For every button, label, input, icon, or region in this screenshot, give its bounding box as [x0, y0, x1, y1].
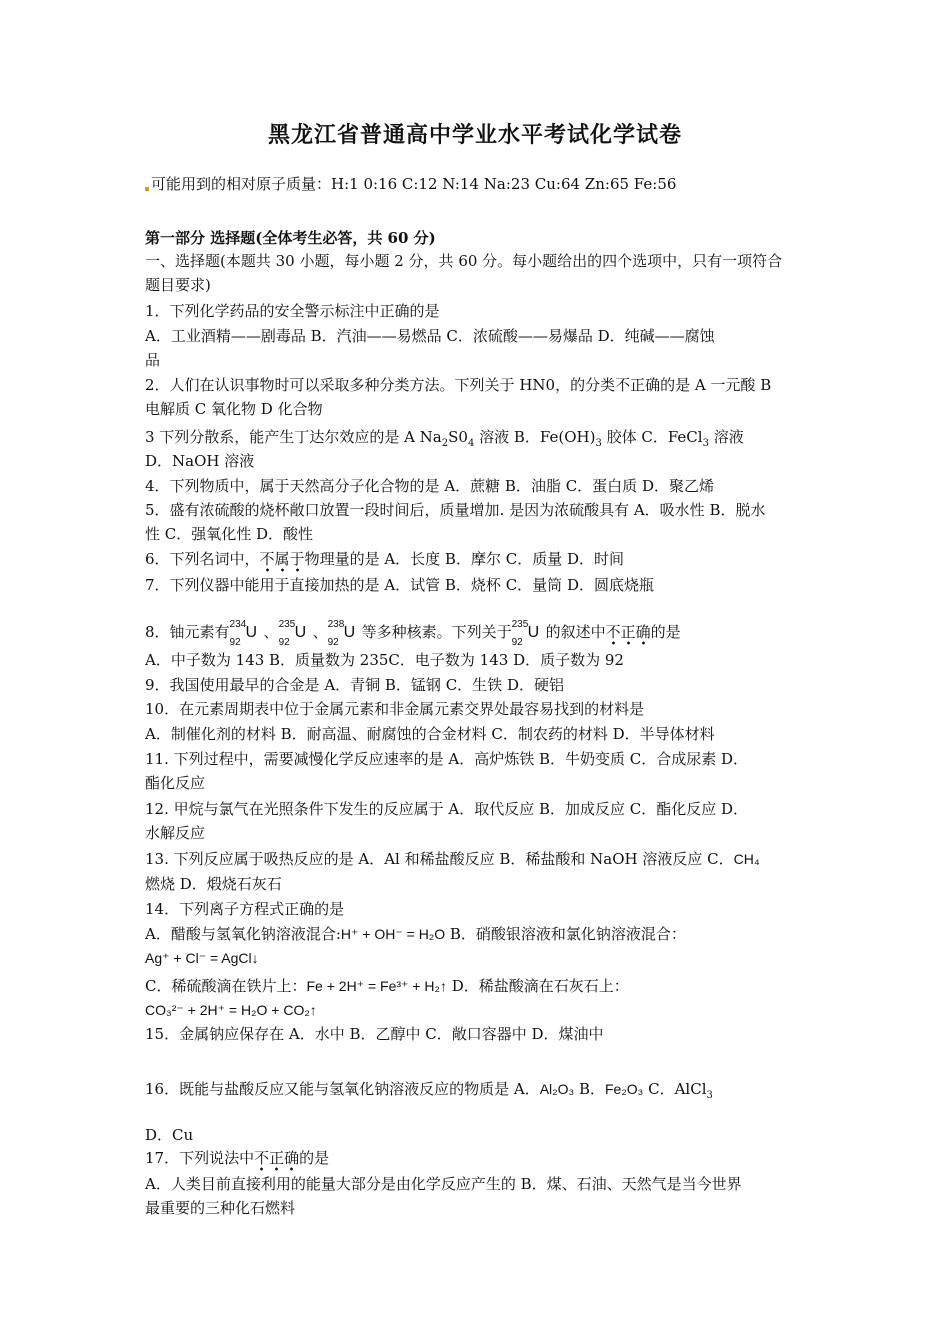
q1-stem: 1．下列化学药品的安全警示标注中正确的是: [145, 302, 440, 320]
q2-line2: 电解质 C 氧化物 D 化合物: [145, 400, 323, 418]
q12-line1: 12. 甲烷与氯气在光照条件下发生的反应属于 A．取代反应 B．加成反应 C．酯化反应 D．: [145, 800, 749, 818]
q8-options: A．中子数为 143 B．质量数为 235C．电子数为 143 D．质子数为 92: [145, 651, 624, 669]
q9: 9．我国使用最早的合金是 A．青铜 B．锰钢 C．生铁 D．硬铝: [145, 676, 564, 694]
q16-line1: 16．既能与盐酸反应又能与氢氧化钠溶液反应的物质是 A．Al₂O₃ B．Fe₂O₃ C．AlCl$_3$: [145, 1080, 713, 1101]
q14-line-ab: A．醋酸与氢氧化钠溶液混合:H⁺ + OH⁻ = H₂O B．硝酸银溶液和氯化钠溶液混合：: [145, 925, 686, 943]
q5-line1: 5．盛有浓硫酸的烧杯敞口放置一段时间后，质量增加. 是因为浓硫酸具有 A．吸水性 B．脱水: [145, 501, 766, 519]
q15: 15．金属钠应保存在 A．水中 B．乙醇中 C．敞口容器中 D．煤油中: [145, 1025, 604, 1043]
emphasis-dots: 不正确: [606, 623, 651, 645]
q8-stem: 8．铀元素有 234 92 U 、 235 92 U 、 238 92 U 等多种核素。下列关于 235 92 U 的叙述中不正确的是: [145, 619, 681, 648]
atomic-mass-line: 可能用到的相对原子质量：H:1 0:16 C:12 N:14 Na:23 Cu:64 Zn:65 Fe:56: [145, 172, 676, 196]
part1-heading: 第一部分 选择题(全体考生必答，共 60 分): [145, 229, 436, 247]
q16-line2: D．Cu: [145, 1126, 194, 1144]
q13-line2: 燃烧 D．煅烧石灰石: [145, 875, 282, 893]
q4: 4．下列物质中，属于天然高分子化合物的是 A．蔗糖 B．油脂 C．蛋白质 D．聚乙烯: [145, 477, 714, 495]
q10-options: A．制催化剂的材料 B．耐高温、耐腐蚀的合金材料 C．制农药的材料 D．半导体材料: [145, 725, 715, 743]
q17-line1: A．人类目前直接利用的能量大部分是由化学反应产生的 B．煤、石油、天然气是当今世界: [145, 1175, 742, 1193]
emphasis-dots: 不正确: [254, 1149, 299, 1171]
q1-options-cont: 品: [145, 351, 161, 369]
q11-line2: 酯化反应: [145, 774, 206, 792]
q11-line1: 11. 下列过程中，需要减慢化学反应速率的是 A．高炉炼铁 B．牛奶变质 C．合成尿素 D．: [145, 750, 749, 768]
q14-equation-d: CO₃²⁻ + 2H⁺ = H₂O + CO₂↑: [145, 1002, 317, 1018]
nuclide-u234: 234 92 U: [229, 619, 258, 648]
equation-a: H⁺ + OH⁻ = H₂O: [340, 926, 446, 942]
q3-line2: D．NaOH 溶液: [145, 452, 255, 470]
q13-line1: 13. 下列反应属于吸热反应的是 A．Al 和稀盐酸反应 B．稀盐酸和 NaOH 溶液反应 C．CH₄: [145, 850, 760, 868]
q10-stem: 10．在元素周期表中位于金属元素和非金属元素交界处最容易找到的材料是: [145, 700, 645, 718]
q12-line2: 水解反应: [145, 824, 206, 842]
equation-c: Fe + 2H⁺ = Fe³⁺ + H₂↑: [306, 978, 447, 994]
section1-intro-cont: 题目要求): [145, 276, 211, 294]
nuclide-u238: 238 92 U: [327, 619, 356, 648]
q3-line1: 3 下列分散系，能产生丁达尔效应的是 A $Na_2S0_4$ 溶液 B．$Fe(OH)_3$ 胶体 C．FeCl$_3$ 溶液: [145, 428, 744, 449]
q5-line2: 性 C．强氧化性 D．酸性: [145, 525, 314, 543]
q7: 7．下列仪器中能用于直接加热的是 A．试管 B．烧杯 C．量筒 D．圆底烧瓶: [145, 576, 654, 594]
q14-equation-b: Ag⁺ + Cl⁻ = AgCl↓: [145, 950, 259, 966]
nuclide-u235: 235 92 U: [278, 619, 307, 648]
emphasis-dots: 不属于: [260, 550, 305, 572]
iron-oxide-formula: Fe₂O₃: [604, 1081, 644, 1097]
q17-stem: 17．下列说法中不正确的是: [145, 1146, 329, 1170]
q14-line-cd: C．稀硫酸滴在铁片上：Fe + 2H⁺ = Fe³⁺ + H₂↑ D．稀盐酸滴在石灰石上：: [145, 977, 629, 995]
bullet-mark-icon: [145, 187, 149, 191]
q2-line1: 2．人们在认识事物时可以采取多种分类方法。下列关于 HN0，的分类不正确的是 A 一元酸 B: [145, 376, 772, 394]
q17-line2: 最重要的三种化石燃料: [145, 1199, 296, 1217]
q1-options: A．工业酒精——剧毒品 B．汽油——易燃品 C．浓硫酸——易爆品 D．纯碱——腐蚀: [145, 327, 715, 345]
methane-formula: CH₄: [733, 851, 760, 867]
nuclide-u235-ref: 235 92 U: [511, 619, 540, 648]
section1-intro: 一、选择题(本题共 30 小题，每小题 2 分，共 60 分。每小题给出的四个选项中，只有一项符合: [145, 252, 783, 270]
q14-stem: 14．下列离子方程式正确的是: [145, 900, 345, 918]
alumina-formula: Al₂O₃: [539, 1081, 575, 1097]
q6: 6．下列名词中，不属于物理量的是 A．长度 B．摩尔 C．质量 D．时间: [145, 547, 624, 571]
page-title: 黑龙江省普通高中学业水平考试化学试卷: [267, 122, 682, 148]
